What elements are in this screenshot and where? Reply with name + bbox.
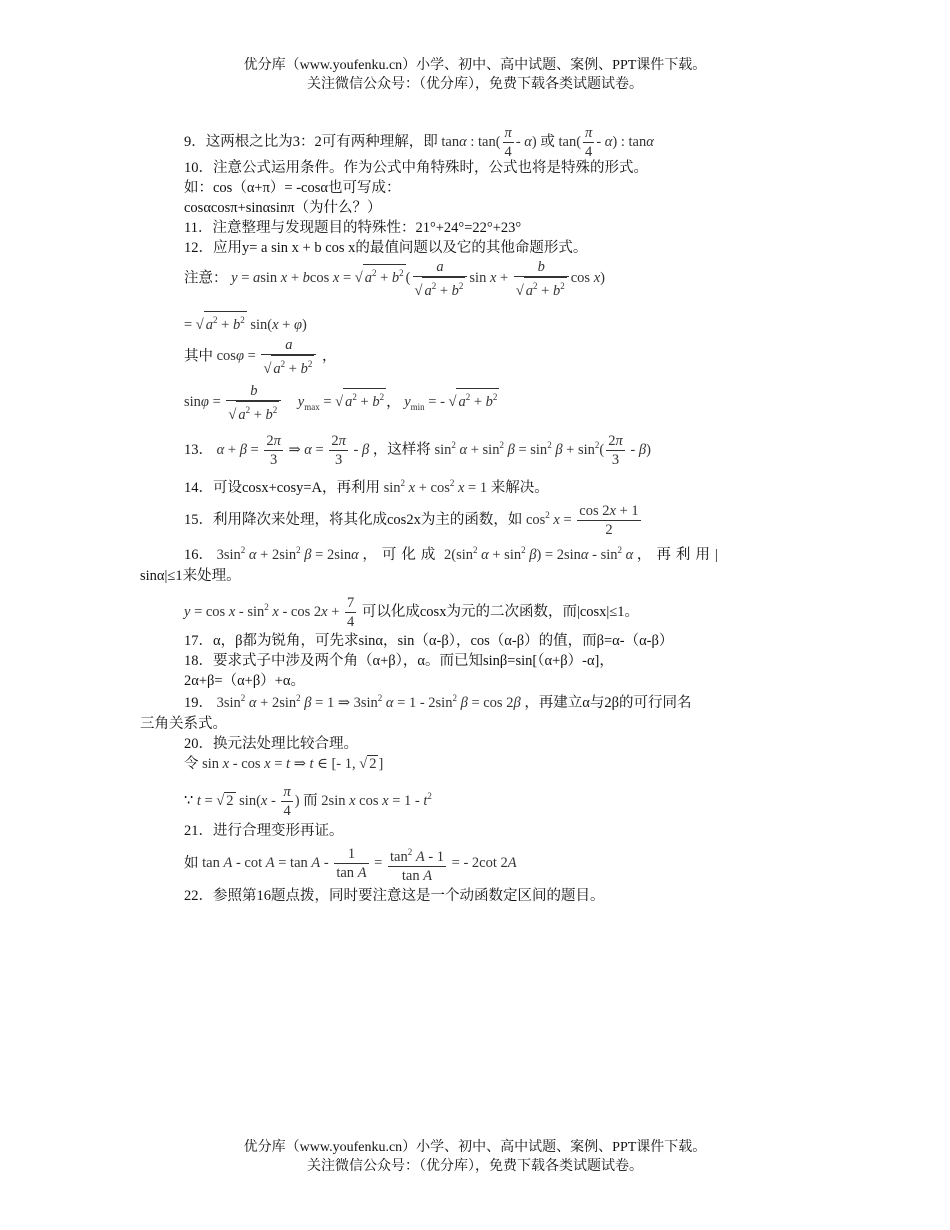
item-12-comma: ，: [321, 348, 337, 365]
item-20-and: 而: [303, 792, 318, 809]
item-13: [184, 432, 651, 469]
item-12-formula-phase: = √ $a^2 + b^2$ sin(x + φ): [184, 311, 307, 334]
item-20-because-label: ∵: [184, 792, 194, 809]
item-19-formula: $3\sin^2$ $\alpha + 2\sin^2$ β = 1 ⇒ $3\sin^2$ $\alpha = 1 - 2\sin^2$ β = cos 2β: [216, 693, 521, 711]
item-19-number: 19．: [184, 694, 213, 711]
item-20-formula-product: 2sin x $\cos x = 1 - t^2$: [321, 791, 432, 809]
item-16-continued: sinα|≤1来处理。: [140, 568, 241, 584]
item-16-tail: ，再利用|: [636, 546, 723, 563]
item-12: 12．应用y= a sin x + b cos x的最值问题以及它的其他命题形式。: [184, 240, 588, 256]
item-21-example: [184, 843, 517, 885]
item-13-formula-sum: α + β = $\frac{2\pi}{3}$ ⇒ α = $\frac{2\pi}{3}$ - β: [216, 433, 370, 468]
item-12-formula-ymin: $y_{min}$ = - √ $a^2 + b^2$: [404, 394, 499, 410]
item-21-example-label: 如: [184, 855, 199, 872]
item-16-mid: ，可化成: [362, 546, 441, 563]
item-13-text: ，这样将: [372, 441, 431, 458]
item-11: 11．注意整理与发现题目的特殊性：21°+24°=22°+23°: [184, 220, 522, 236]
item-10-example-2: cosαcosπ+sinαsinπ（为什么？）: [184, 200, 382, 216]
item-10: 10．注意公式运用条件。作为公式中角特殊时，公式也将是特殊的形式。: [184, 160, 648, 176]
item-15: [184, 502, 643, 539]
item-20: 20．换元法处理比较合理。: [184, 736, 358, 752]
item-16-line-2: [184, 594, 639, 631]
page-header: [0, 56, 950, 94]
header-line-2: 关注微信公众号：（优分库），免费下载各类试题试卷。: [307, 77, 643, 92]
item-15-formula: $\cos^2 x$ = $\frac{\cos 2x + 1}{2}$: [525, 503, 639, 538]
item-12-formula-ymax: $y_{max}$ = √ $a^2 + b^2$: [298, 394, 386, 410]
item-20-let-label: 令: [184, 756, 199, 772]
item-20-formula-substitution: sin x - cos x = t ⇒ t ∈ [- 1, √ 2 ]: [202, 756, 384, 772]
footer-line-2: 关注微信公众号：（优分库），免费下载各类试题试卷。: [307, 1159, 643, 1174]
item-16-number: 16．: [184, 546, 213, 563]
item-16-formula-a: $3\sin^2$ $\alpha + 2\sin^2$ β = 2sinα: [216, 545, 359, 563]
item-16: [184, 545, 723, 564]
item-19: [184, 693, 692, 712]
item-18: 18．要求式子中涉及两个角（α+β），α。而已知sinβ=sin[（α+β）-α]，: [184, 653, 614, 669]
item-12-formula-expand: y = asin x + bcos x = √ $a^2 + b^2$ ( $\frac{a}{√ a^2 + b^2}$ sin x + $\frac{b}{√ a^2 + b^2}$ cos x): [231, 259, 605, 299]
item-13-number: 13．: [184, 441, 213, 458]
item-13-formula-sin: $\sin^2 \alpha + \sin^2 \beta = \sin^2 \beta + \sin^2$( $\frac{2\pi}{3}$ - β): [434, 433, 651, 468]
page-footer: [0, 1138, 950, 1176]
item-19-tail: ，再建立α与2β的可行同名: [524, 694, 692, 711]
header-line-1: 优分库（www.youfenku.cn）小学、初中、高中试题、案例、PPT课件下载。: [243, 58, 707, 73]
item-9-formula-a: tanα : tan( $\frac{\pi}{4}$ - α): [441, 125, 537, 160]
item-16-formula-b: $2(\sin^2$ $\alpha + \sin^2 \beta) = 2\sin\alpha - \sin^2 \alpha$: [444, 545, 634, 563]
item-17: 17．α，β都为锐角，可先求sinα，sin（α-β），cos（α-β）的值，而β=α-（α-β）: [184, 633, 674, 649]
item-14-text-2: 来解决。: [490, 479, 549, 496]
item-20-let: [184, 755, 383, 773]
item-12-sin-phi: sinφ = $\frac{b}{√ a^2 + b^2}$ $y_{max}$ = √ $a^2 + b^2$ ， $y_{min}$ = - √ $a^2 + b^2$: [184, 383, 498, 423]
item-9-or: 或: [540, 133, 555, 150]
item-18-line-2: 2α+β=（α+β）+α。: [184, 673, 306, 689]
item-20-because: [184, 783, 432, 820]
footer-line-1: 优分库（www.youfenku.cn）小学、初中、高中试题、案例、PPT课件下载。: [243, 1140, 707, 1155]
item-12-note-label: 注意：: [184, 270, 228, 287]
item-16-formula-c: $y = \cos x - \sin^2 x - \cos 2x$ + $\frac{7}{4}$: [184, 595, 355, 630]
item-10-example-1: 如：cos（α+π）= -cosα也可写成：: [184, 180, 401, 196]
item-19-continued: 三角关系式。: [140, 716, 227, 732]
item-21: 21．进行合理变形再证。: [184, 823, 344, 839]
item-21-formula: tan A - cot A = tan A - $\frac{1}{\text{tan A}}$ = $\frac{\tan^2 A - 1}{\text{tan A}}$ = - 2cot 2A: [202, 855, 517, 871]
item-14: [184, 478, 549, 497]
item-14-formula: $\sin^2 x + \cos^2 x = 1$: [383, 478, 488, 496]
item-20-formula-t: t = √ 2 sin(x - $\frac{\pi}{4}$ ): [196, 784, 300, 819]
item-12-note: [184, 258, 605, 300]
item-9-text: 9．这两根之比为3：2可有两种理解，即: [184, 133, 438, 150]
item-9-formula-b: tan( $\frac{\pi}{4}$ - α) : tanα: [558, 125, 654, 160]
item-12-where: [184, 336, 336, 378]
item-12-formula-cos-phi: cosφ = $\frac{a}{√ a^2 + b^2}$: [217, 348, 319, 364]
item-12-formula-sin-phi: sinφ = $\frac{b}{√ a^2 + b^2}$: [184, 394, 283, 410]
item-14-text-1: 14．可设cosx+cosy=A，再利用: [184, 479, 380, 496]
item-16-line-2-text: 可以化成cosx为元的二次函数，而|cosx|≤1。: [361, 603, 640, 620]
item-9: [184, 124, 654, 161]
item-15-text: 15．利用降次来处理，将其化成cos2x为主的函数，如: [184, 511, 523, 528]
item-22: 22．参照第16题点拨，同时要注意这是一个动函数定区间的题目。: [184, 888, 605, 904]
item-12-where-label: 其中: [184, 348, 213, 365]
